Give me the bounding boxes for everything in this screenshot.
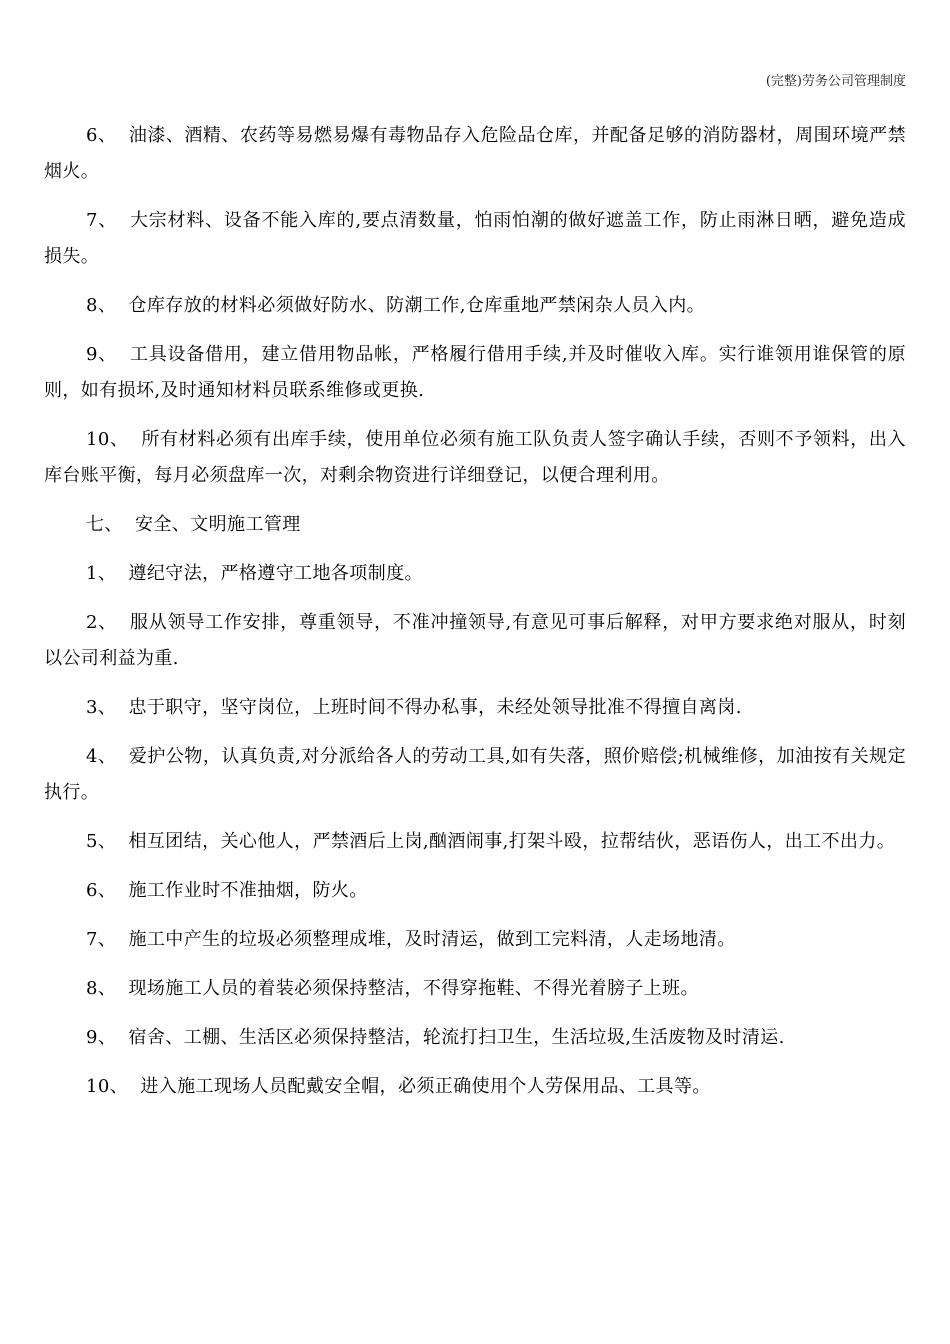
document-body xyxy=(44,118,906,1118)
paragraph-item-2-obey-leadership: 2、 服从领导工作安排，尊重领导，不准冲撞领导,有意见可事后解释，对甲方要求绝对服从，时刻以公司利益为重. xyxy=(44,612,906,669)
paragraph-item-8-dress-code: 8、 现场施工人员的着装必须保持整洁，不得穿拖鞋、不得光着膀子上班。 xyxy=(86,978,699,999)
paragraph-item-10-material-outbound: 10、 所有材料必须有出库手续，使用单位必须有施工队负责人签字确认手续，否则不予领料，出入库台账平衡，每月必须盘库一次，对剩余物资进行详细登记，以便合理利用。 xyxy=(44,429,906,486)
paragraph-item-9-tool-borrowing: 9、 工具设备借用，建立借用物品帐，严格履行借用手续,并及时催收入库。实行谁领用谁保管的原则，如有损坏,及时通知材料员联系维修或更换. xyxy=(44,344,906,401)
paragraph-item-10-safety-helmet: 10、 进入施工现场人员配戴安全帽，必须正确使用个人劳保用品、工具等。 xyxy=(86,1076,711,1097)
paragraph-item-7-bulk-materials: 7、 大宗材料、设备不能入库的,要点清数量，怕雨怕潮的做好遮盖工作，防止雨淋日晒，避免造成损失。 xyxy=(44,210,906,267)
paragraph-item-5-unity: 5、 相互团结，关心他人，严禁酒后上岗,酗酒闹事,打架斗殴，拉帮结伙，恶语伤人，出工不出力。 xyxy=(86,831,896,852)
paragraph-item-9-dormitory: 9、 宿舍、工棚、生活区必须保持整洁，轮流打扫卫生，生活垃圾,生活废物及时清运. xyxy=(86,1027,785,1048)
paragraph-item-6-hazardous-storage: 6、 油漆、酒精、农药等易燃易爆有毒物品存入危险品仓库，并配备足够的消防器材，周围环境严禁烟火。 xyxy=(44,125,906,182)
section-heading-safety-management: 七、 安全、文明施工管理 xyxy=(86,514,301,535)
paragraph-item-7-waste-cleanup: 7、 施工中产生的垃圾必须整理成堆，及时清运，做到工完料清，人走场地清。 xyxy=(86,929,736,950)
page-header-title: (完整)劳务公司管理制度 xyxy=(765,74,906,89)
paragraph-item-6-no-smoking: 6、 施工作业时不准抽烟，防火。 xyxy=(86,880,368,901)
paragraph-item-3-duty: 3、 忠于职守，坚守岗位，上班时间不得办私事，未经处领导批准不得擅自离岗. xyxy=(86,697,742,718)
paragraph-item-4-public-property: 4、 爱护公物，认真负责,对分派给各人的劳动工具,如有失落，照价赔偿;机械维修，加油按有关规定执行。 xyxy=(44,746,906,803)
paragraph-item-8-warehouse-protection: 8、 仓库存放的材料必须做好防水、防潮工作,仓库重地严禁闲杂人员入内。 xyxy=(86,295,706,316)
paragraph-item-1-discipline: 1、 遵纪守法，严格遵守工地各项制度。 xyxy=(86,563,423,584)
